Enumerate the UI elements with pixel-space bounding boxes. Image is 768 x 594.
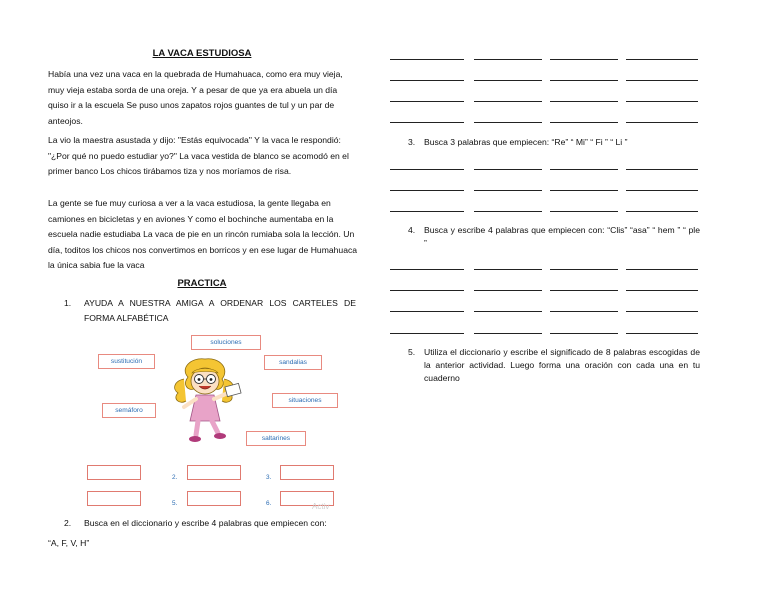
- word-card-semaforo: semáforo: [102, 403, 156, 418]
- answer-line-row[interactable]: [390, 169, 700, 170]
- question-2: [64, 516, 364, 530]
- answer-line-row[interactable]: [390, 211, 700, 212]
- answer-line-row[interactable]: [390, 190, 700, 191]
- word-card-sustitucion: sustitución: [98, 354, 155, 369]
- story-paragraph-3: La gente se fue muy curiosa a ver a la vaca estudiosa, la gente llegaba en camiones en bicicletas y en aviones Y como el bochinche aumentaba en la escuela nadie estudiaba La vaca de pie en un rincón rumiaba sola la lección. Un día, toditos los chicos nos convertimos en borricos y en ese lugar de Humahuaca la única sabia fue la vaca: [48, 198, 358, 271]
- answer-line-row[interactable]: [390, 333, 700, 334]
- question-3: [408, 136, 700, 149]
- answer-line-row[interactable]: [390, 101, 700, 102]
- answer-line-row[interactable]: [390, 290, 700, 291]
- answer-line-row[interactable]: [390, 80, 700, 81]
- question-1-text: AYUDA A NUESTRA AMIGA A ORDENAR LOS CARTELES DE FORMA ALFABÉTICA: [84, 298, 356, 323]
- question-3-text: Busca 3 palabras que empiecen: “Re” “ Mi” “ Fi ” “ Li ”: [424, 137, 628, 147]
- question-2-number: 2.: [64, 518, 72, 528]
- word-card-sandalias: sandalias: [264, 355, 322, 370]
- question-1-number: 1.: [64, 298, 72, 308]
- answer-box-2[interactable]: [187, 465, 241, 480]
- question-5-text: Utiliza el diccionario y escribe el significado de 8 palabras escogidas de la anterior actividad. Luego forma una oración con cada una en tu cuaderno: [424, 347, 700, 383]
- question-4: [408, 224, 700, 250]
- question-4-number: 4.: [408, 225, 416, 235]
- answer-box-1[interactable]: [87, 465, 141, 480]
- question-4-text: Busca y escribe 4 palabras que empiecen con: “Clis” “asa” “ hem ” “ ple ”: [424, 225, 700, 248]
- story-paragraph-2: La vio la maestra asustada y dijo: "Estás equivocada" Y la vaca le respondió: "¿Por qué no puedo estudiar yo?" La vaca vestida de blanco se acomodó en el primer banco Los chicos tirábamos tiza y nos moríamos de risa.: [48, 135, 349, 177]
- box-number-6: 6.: [266, 500, 272, 507]
- word-card-soluciones: soluciones: [191, 335, 261, 350]
- girl-holding-book-icon: [160, 355, 250, 447]
- question-2-text: Busca en el diccionario y escribe 4 palabras que empiecen con:: [84, 518, 327, 528]
- answer-box-3[interactable]: [280, 465, 334, 480]
- word-card-saltarines: saltarines: [246, 431, 306, 446]
- practice-heading: PRACTICA: [177, 278, 227, 289]
- box-number-2: 2.: [172, 474, 178, 481]
- answer-box-5[interactable]: [187, 491, 241, 506]
- answer-line-row[interactable]: [390, 269, 700, 270]
- question-5-number: 5.: [408, 347, 416, 357]
- story-title: LA VACA ESTUDIOSA: [152, 48, 252, 59]
- story-paragraph-1: Había una vez una vaca en la quebrada de Humahuaca, como era muy vieja, muy vieja estaba sorda de una oreja. Y a pesar de que ya era abuela un día quiso ir a la escuela Se puso unos zapatos rojos guantes de tul y un par de anteojos.: [48, 69, 343, 126]
- answer-line-row[interactable]: [390, 122, 700, 123]
- question-1: [64, 296, 356, 325]
- question-5: [408, 346, 700, 385]
- answer-line-row[interactable]: [390, 59, 700, 60]
- answer-line-row[interactable]: [390, 311, 700, 312]
- answer-box-4[interactable]: [87, 491, 141, 506]
- question-3-number: 3.: [408, 137, 416, 147]
- question-2-letters: “A, F, V, H”: [48, 538, 90, 548]
- word-card-situaciones: situaciones: [272, 393, 338, 408]
- watermark: Activ: [312, 502, 330, 511]
- box-number-3: 3.: [266, 474, 272, 481]
- box-number-5: 5.: [172, 500, 178, 507]
